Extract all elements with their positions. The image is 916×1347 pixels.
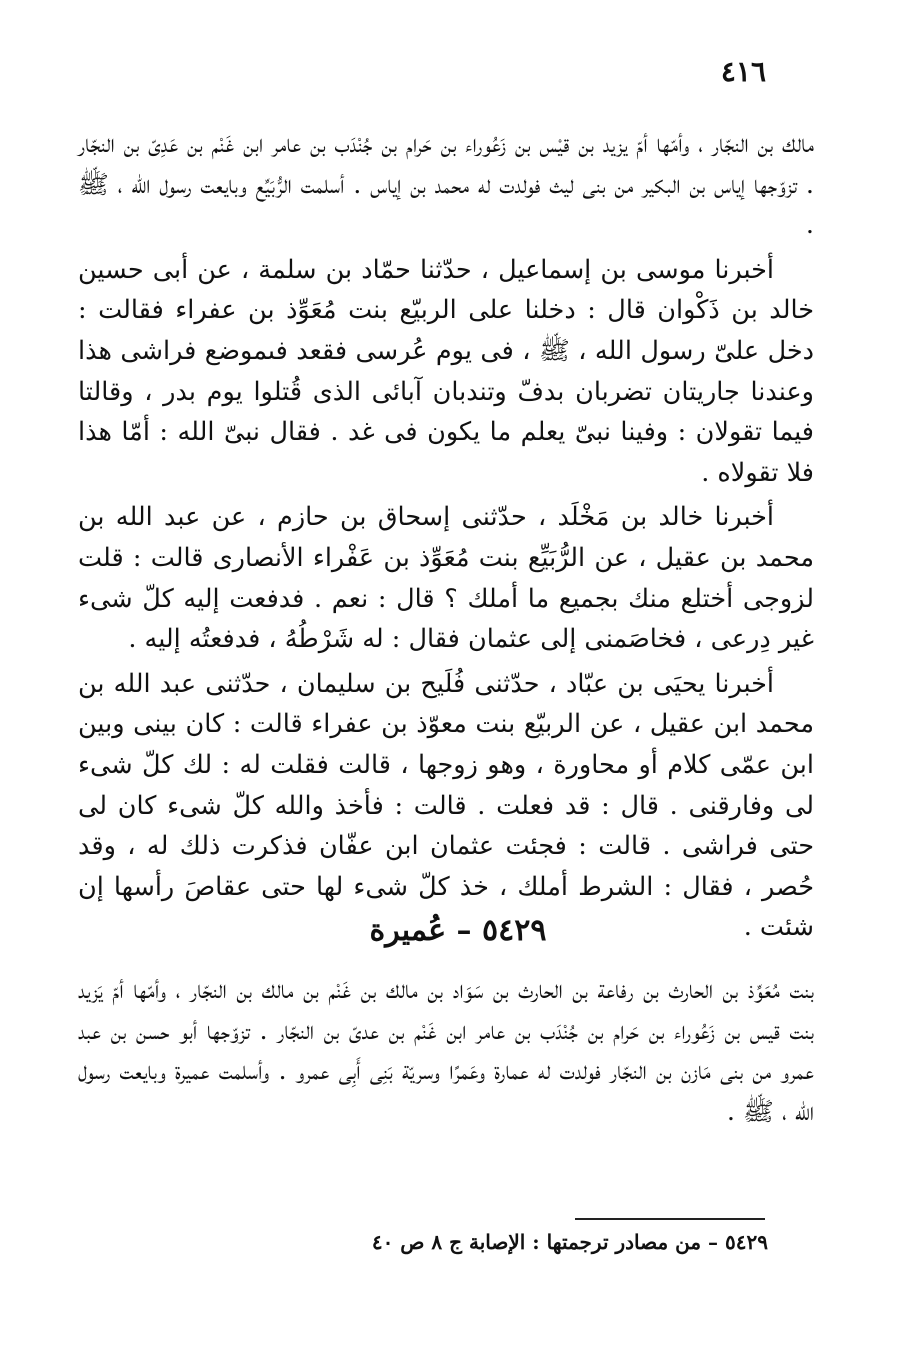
footnote: ٥٤٢٩ – من مصادر ترجمتها : الإصابة ج ٨ ص ٤٠ <box>371 1230 768 1254</box>
entry-heading: ٥٤٢٩ – عُميرة <box>369 913 547 948</box>
paragraph-hadith-wedding: أخبرنا موسى بن إسماعيل ، حدّثنا حمّاد بن سلمة ، عن أبى حسين خالد بن ذَكْوان قال : دخلنا على الربيّع بنت مُعَوِّذ بن عفراء فقالت : دخل علىّ رسول الله ، ﷺ ، فى يوم عُرسى فقعد فىموضع فراشى هذا وعندنا جاريتان تضربان بدفّ وتندبان آبائى الذى قُتلوا يوم بدر ، وقالتا فيما تقولان : وفينا نبىّ يعلم ما يكون فى غد . فقال نبىّ الله : أمّا هذا فلا تقولاه . <box>78 254 814 488</box>
footnote-divider <box>575 1218 765 1220</box>
page-number: ٤١٦ <box>720 55 766 88</box>
entry-body <box>78 970 814 1132</box>
biography-continuation <box>78 124 814 948</box>
paragraph-hadith-khul: أخبرنا خالد بن مَخْلَد ، حدّثنى إسحاق بن حازم ، عن عبد الله بن محمد بن عقيل ، عن الرُّبَيِّع بنت مُعَوِّذ بن عَفْراء الأنصارى قالت : قلت لزوجى أختلع منك بجميع ما أملك ؟ قال : نعم . فدفعت إليه كلّ شىء غير دِرعى ، فخاصَمنى إلى عثمان فقال : له شَرْطُهُ ، فدفعتُه إليه . <box>78 502 814 655</box>
paragraph-hadith-uthman: أخبرنا يحيَى بن عبّاد ، حدّثنى فُلَيح بن سليمان ، حدّثنى عبد الله بن محمد ابن عقيل ، عن الربيّع بنت معوّذ بن عفراء قالت : كان بينى وبين ابن عمّى كلام أو محاورة ، وهو زوجها ، قالت فقلت له : لك كلّ شىء لى وفارقنى . قال : قد فعلت . قالت : فأخذ والله كلّ شىء كان لى حتى فراشى . قالت : فجئت عثمان ابن عفّان فذكرت ذلك له ، وقد حُصر ، فقال : الشرط أملك ، خذ كلّ شىء لها حتى عقاصَ رأسها إن شئت . <box>78 668 814 943</box>
paragraph-lineage: مالك بن النجّار ، وأمّها أمّ يزيد بن قيْس بن زَعُوراء بن حَرام بن جُنْدَب بن عامر ابن غَنْم بن عَدِىّ بن النجّار . تزوّجها إياس بن البكير من بنى ليث فولدت له محمد بن إياس . أسلمت الرُّبَيِّع وبايعت رسول الله ، ﷺ . <box>78 129 814 241</box>
paragraph-umayra: بنت مُعَوِّذ بن الحارث بن رفاعة بن الحارث بن سَوَاد بن مالك بن غَنْم بن مالك بن النجّار ، وأمّها أمّ يَزيد بنت قيس بن زَعُوراء بن حَرام بن جُنْدَب بن عامر ابن غَنْم بن عدىّ بن النجّار . تزوّجها أبو حسن بن عبد عمرو من بنى مَازن بن النجّار فولدت له عمارة وعَمرًا وسريّة بَنِى أَبِى عمرو . وأسلمت عميرة وبايعت رسول الله ، ﷺ . <box>78 975 814 1127</box>
